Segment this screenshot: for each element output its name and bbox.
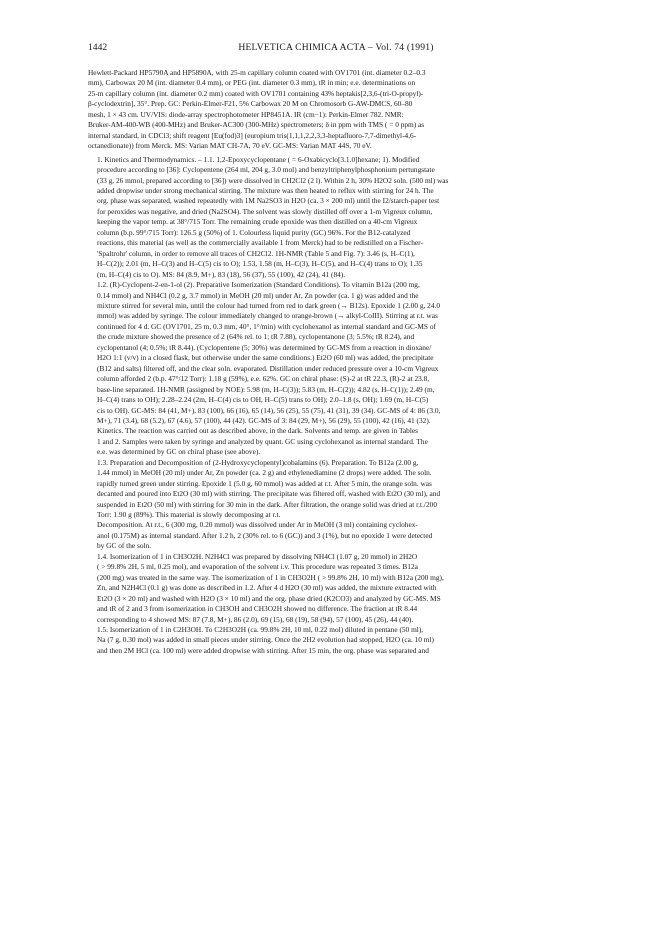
text-line: mm), Carbowax 20 M (int. diameter 0.4 mm), or PEG (int. diameter 0.3 mm), tR in min; e.e. determinations on <box>88 78 416 88</box>
text-line: Bruker-AM-400-WB (400-MHz) and Bruker-AC300 (300-MHz) spectrometers; δ in ppm with TMS ( = 0 ppm) as <box>88 120 425 130</box>
text-line: Hewlett-Packard HP5790A and HP5890A, with 25-m capillary column coated with OV1701 (int. diameter 0.2–0.3 <box>88 68 426 77</box>
text-line: base-line separated. 1H-NMR (assigned by NOE): 5.98 (m, H–C(3)); 5.83 (m, H–C(2)); 4.82 (s, H–C(1)); 2.49 (m, <box>97 384 435 394</box>
text-line: 1.2. (R)-Cyclopent-2-en-1-ol (2). Preparative Isomerization (Standard Conditions). To vitamin B12a (200 mg, <box>97 280 420 290</box>
paragraph-cyclopentenol <box>88 280 584 426</box>
paragraph-isomerization-cd3oh <box>88 625 584 656</box>
article-body <box>88 68 584 656</box>
text-line: (B12 and salts) filtered off, and the clear soln. evaporated. Distillation under reduced pressure over a 10-cm Vigreux <box>97 363 439 373</box>
text-line: column (b.p. 99°/715 Torr): 126.5 g (50%) of 1. Colourless liquid purity (GC) 96%. For the B12-catalyzed <box>97 227 411 237</box>
text-line: Et2O (3 × 20 ml) and washed with H2O (3 × 10 ml) and the org. phase dried (K2CO3) and analyzed by GC-MS. MS <box>97 593 441 603</box>
text-line: continued for 4 d. GC (OV1701, 25 m, 0.3 mm, 40°, 1°/min) with cyclohexanol as internal standard and GC-MS of <box>97 321 436 331</box>
text-line: procedure according to [36]: Cyclopentene (264 ml, 204 g, 3.0 mol) and benzyltriphenylphosphonium pertungstate <box>97 165 435 175</box>
text-line: 1. Kinetics and Thermodynamics. – 1.1. 1,2-Epoxycyclopentane ( = 6-Oxabicyclo[3.1.0]hexane; 1). Modified <box>97 154 420 164</box>
text-line: H2O 1:1 (v/v) in a closed flask, but otherwise under the same conditions.) Et2O (60 ml) was added, the precipitate <box>97 353 434 363</box>
text-line: M+), 71 (3.4), 68 (5.2), 67 (4.6), 57 (100), 44 (42). GC-MS of 3: 84 (29, M+), 56 (29), 55 (100), 42 (16), 41 (32). <box>97 415 431 425</box>
journal-title: HELVETICA CHIMICA ACTA – Vol. 74 (1991) <box>238 42 434 53</box>
text-line: e.e. was determined by GC on chiral phase (see above). <box>97 447 261 457</box>
text-line: (33 g, 26 mmol, prepared according to [36]) were dissolved in CH2Cl2 (2 l). Within 2 h, 30% H2O2 soln. (500 ml) was <box>97 175 449 185</box>
text-line: anol (0.175M) as internal standard. After 1.2 h, 2 (30% rel. to 6 (GC)) and 3 (1%), but no epoxide 1 were detected <box>97 530 433 540</box>
text-line: and then 2M HCl (ca. 100 ml) were added dropwise with stirring. After 15 min, the org. phase was separated and <box>97 645 429 655</box>
paragraph-isomerization-ch3od <box>88 552 584 625</box>
text-line: cyclopentanol (4; 0.5%; tR 8.44). (Cyclopentene (5; 30%) was determined by GC-MS from a reaction in dioxane/ <box>97 342 432 352</box>
text-line: by GC of the soln. <box>97 541 152 551</box>
text-line: cis to OH). GC-MS: 84 (41, M+), 83 (100), 66 (16), 65 (14), 56 (25), 55 (75), 41 (31), 39 (34). GC-MS of 4: 86 (3.0, <box>97 405 441 415</box>
text-line: rapidly turned green under stirring. Epoxide 1 (5.0 g, 60 mmol) was added at r.t. After 5 min, the orange soln. was <box>97 478 432 488</box>
running-header <box>88 40 584 56</box>
text-line: suspended in Et2O (50 ml) with stirring for 30 min in the dark. After filtration, the orange solid was dried at r.t./200 <box>97 499 437 509</box>
text-line: column afforded 2 (b.p. 47°/12 Torr): 1.18 g (59%), e.e. 62%. GC on chiral phase: (S)-2 at tR 22.3, (R)-2 at 23.8, <box>97 374 430 384</box>
text-line: H–C(4) trans to OH); 2.28–2.24 (2m, H–C(4) cis to OH, H–C(5) trans to OH); 2.0–1.8 (s, OH); 1.69 (m, H–C(5) <box>97 395 429 405</box>
text-line: reactions, this material (as well as the commercially available 1 from Merck) had to be redistilled on a Fischer- <box>97 238 423 248</box>
text-line: ( > 99.8% 2H, 5 ml, 0.25 mol), and evaporation of the solvent i.v. This procedure was repeated 3 times. B12a <box>97 562 418 572</box>
text-line: the crude mixture showed the presence of 2 (64% rel. to 1; tR 7.88), cyclopentanone (3; 5.5%; tR 8.24), and <box>97 332 415 342</box>
section-kinetics-thermodynamics <box>88 155 584 280</box>
text-line: (200 mg) was treated in the same way. The isomerization of 1 in CH3O2H ( > 99.8% 2H, 10 ml) with B12a (200 mg), <box>97 572 444 582</box>
text-line: for peroxides was negative, and dried (Na2SO4). The solvent was slowly distilled off over a 1-m Vigreux column, <box>97 206 433 216</box>
text-line: and tR of 2 and 3 from isomerization in CH3OH and CH3O2H showed no difference. The fraction at tR 8.44 <box>97 604 418 614</box>
paragraph-kinetics <box>88 426 584 457</box>
text-line: 1 and 2. Samples were taken by syringe and analyzed by quant. GC using cyclohexanol as internal standard. The <box>97 436 428 446</box>
text-line: (m, H–C(4) cis to O). MS: 84 (8.9, M+), 83 (18), 56 (37), 55 (100), 42 (24), 41 (84). <box>97 269 346 279</box>
text-line: internal standard, in CDCl3; shift reagent [Eu(fod)3] (europium tris(1,1,1,2,2,3,3-heptafluoro-7,7-dimethyl-4,6- <box>88 130 417 140</box>
text-line: Torr: 1.90 g (89%). This material is slowly decomposing at r.t. <box>97 510 281 520</box>
text-line: Na (7 g, 0.30 mol) was added in small pieces under stirring. Once the 2H2 evolution had stopped, H2O (ca. 10 ml) <box>97 635 434 645</box>
text-line: 'Spaltrohr' column, in order to remove all traces of CH2Cl2. 1H-NMR (Table 5 and Fig. 7): 3.46 (s, H–C(1), <box>97 248 415 258</box>
paragraph-decomposition <box>88 520 584 551</box>
text-line: Decomposition. At r.t., 6 (300 mg, 0.20 mmol) was dissolved under Ar in MeOH (3 ml) containing cyclohex- <box>97 520 418 530</box>
text-line: mixture stirred for several min, until the colour had turned from red to dark green (→ B12s). Epoxide 1 (2.00 g, 24.0 <box>97 300 441 310</box>
text-line: decanted and poured into Et2O (30 ml) with stirring. The precipitate was filtered off, washed with Et2O (30 ml), and <box>97 489 441 499</box>
text-line: 1.44 mmol) in MeOH (20 ml) under Ar, Zn powder (ca. 2 g) and ethylenediamine (2 drops) were added. The soln. <box>97 468 432 478</box>
text-line: β-cyclodextrin], 35°. Prep. GC: Perkin-Elmer-F21, 5% Carbowax 20 M on Chromosorb G-AW-DMCS, 60–80 <box>88 99 413 109</box>
paragraph-instruments <box>88 68 584 152</box>
text-line: 25-m capillary column (int. diameter 0.2 mm) coated with OV1701 containing 43% heptakis[2,3,6-(tri-O-propyl)- <box>88 88 424 98</box>
text-line: mesh, 1 × 43 cm. UV/VIS: diode-array spectrophotometer HP8451A. IR (cm−1): Perkin-Elmer 782. NMR: <box>88 109 404 119</box>
page-number: 1442 <box>88 42 108 53</box>
text-line: 1.4. Isomerization of 1 in CH3O2H. N2H4Cl was prepared by dissolving NH4Cl (1.07 g, 20 mmol) in 2H2O <box>97 551 418 561</box>
text-line: H–C(2)); 2.01 (m, H–C(3) and H–C(5) cis to O); 1.53, 1.58 (m, H–C(3), H–C(5), and H–C(4) trans to O); 1.35 <box>97 259 423 269</box>
text-line: added dropwise under strong mechanical stirring. The mixture was then heated to reflux with stirring for 24 h. The <box>97 185 434 195</box>
text-line: org. phase was separated, washed repeatedly with 1M Na2SO3 in H2O (ca. 3 × 200 ml) until the I2/starch-paper test <box>97 196 440 206</box>
text-line: Kinetics. The reaction was carried out as described above, in the dark. Solvents and temp. are given in Tables <box>97 426 419 436</box>
text-line: corresponding to 4 showed MS: 87 (7.8, M+), 86 (2.0), 69 (15), 68 (19), 58 (94), 57 (100), 45 (26), 44 (40). <box>97 614 414 624</box>
paragraph-cobalamins <box>88 458 584 521</box>
text-line: 1.5. Isomerization of 1 in C2H3OH. To C2H3O2H (ca. 99.8% 2H, 10 ml, 0.22 mol) diluted in pentane (50 ml), <box>97 625 424 635</box>
text-line: Zn, and N2H4Cl (0.1 g) was done as described in 1.2. After 4 d H2O (30 ml) was added, the mixture extracted with <box>97 583 437 593</box>
text-line: keeping the vapor temp. at 38°/715 Torr. The remaining crude epoxide was then distilled on a 40-cm Vigreux <box>97 217 418 227</box>
text-line: 1.3. Preparation and Decomposition of (2-Hydroxycyclopentyl)cobalamins (6). Preparation. To B12a (2.00 g, <box>97 457 419 467</box>
text-line: 0.14 mmol) and NH4Cl (0.2 g, 3.7 mmol) in MeOH (20 ml) under Ar, Zn powder (ca. 1 g) was added and the <box>97 290 419 300</box>
text-line: octanedionate)) from Merck. MS: Varian MAT CH-7A, 70 eV. GC-MS: Varian MAT 44S, 70 eV. <box>88 141 372 151</box>
text-line: mmol) was added by syringe. The colour immediately changed to orange-brown (→ alkyl-CoIII). Stirring at r.t. was <box>97 311 438 321</box>
